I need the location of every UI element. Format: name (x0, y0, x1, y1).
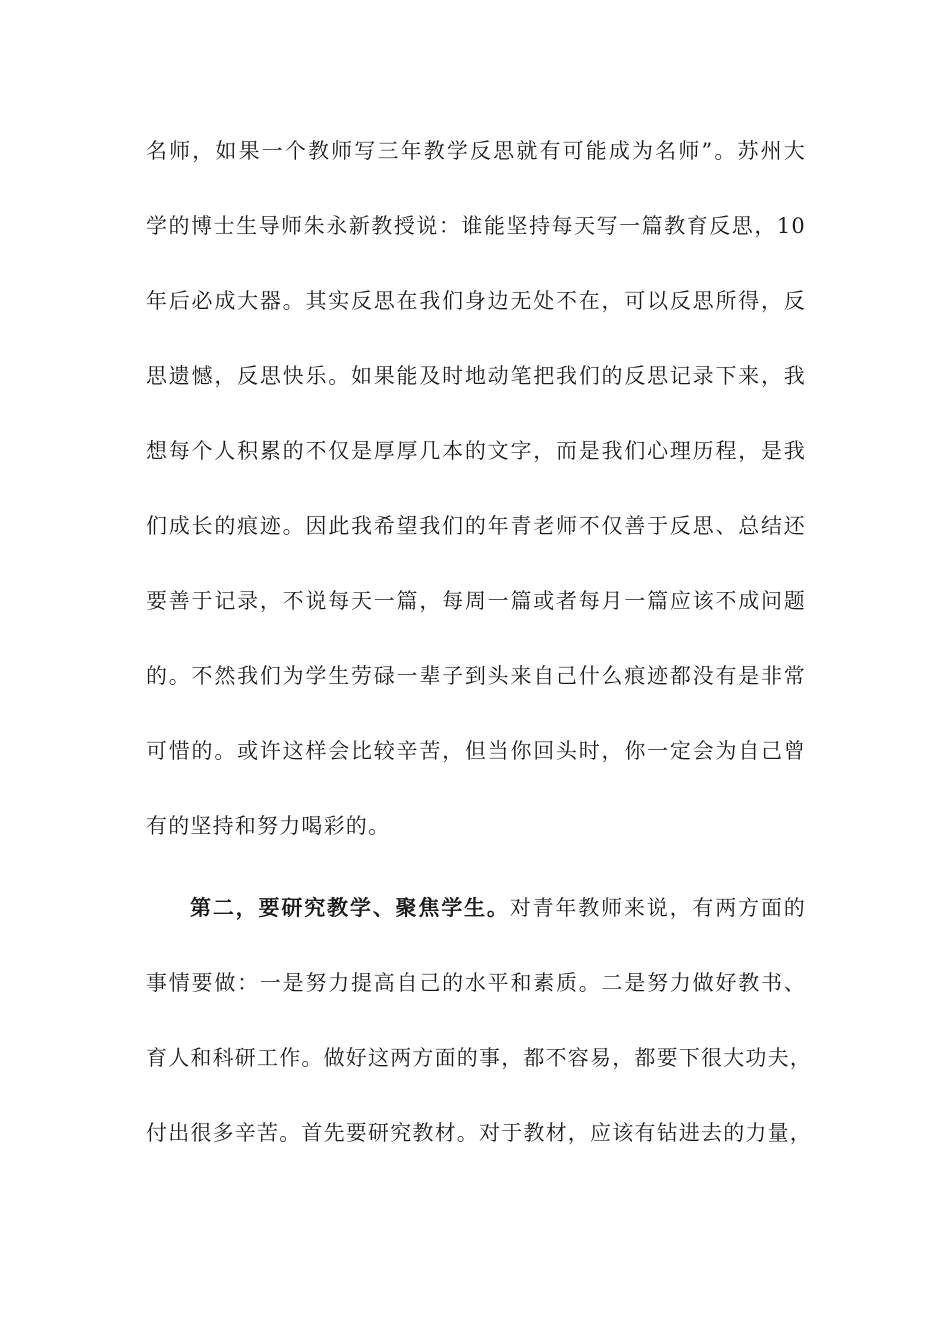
paragraph-2-line: 付出很多辛苦。首先要研究教材。对于教材，应该有钻进去的力量， (146, 1121, 812, 1145)
paragraph-1-line: 们成长的痕迹。因此我希望我们的年青老师不仅善于反思、总结还 (146, 514, 806, 538)
paragraph-2-line: 事情要做：一是努力提高自己的水平和素质。二是努力做好教书、 (146, 971, 806, 995)
paragraph-1-line: 学的博士生导师朱永新教授说：谁能坚持每天写一篇教育反思，10 (146, 214, 806, 238)
paragraph-2-first-line (146, 894, 806, 969)
paragraph-1-line: 的。不然我们为学生劳碌一辈子到头来自己什么痕迹都没有是非常 (146, 664, 806, 688)
paragraph-1-line: 思遗憾，反思快乐。如果能及时地动笔把我们的反思记录下来，我 (146, 364, 806, 388)
paragraph-1-line: 名师，如果一个教师写三年教学反思就有可能成为名师”。苏州大 (146, 139, 806, 163)
paragraph-1-line: 要善于记录，不说每天一篇，每周一篇或者每月一篇应该不成问题 (146, 589, 806, 613)
paragraph-2 (146, 894, 812, 1194)
paragraph-2-first-line-text: 对青年教师来说，有两方面的 (509, 896, 806, 920)
paragraph-2-line: 育人和科研工作。做好这两方面的事，都不容易，都要下很大功夫， (146, 1046, 812, 1070)
paragraph-1-last-line: 有的坚持和努力喝彩的。 (146, 814, 391, 838)
section-heading: 第二，要研究教学、聚焦学生。 (190, 895, 510, 920)
paragraph-1-line: 年后必成大器。其实反思在我们身边无处不在，可以反思所得，反 (146, 289, 806, 313)
paragraph-1 (146, 137, 806, 887)
paragraph-1-line: 想每个人积累的不仅是厚厚几本的文字，而是我们心理历程，是我 (146, 439, 806, 463)
paragraph-1-line: 可惜的。或许这样会比较辛苦，但当你回头时，你一定会为自己曾 (146, 739, 806, 763)
